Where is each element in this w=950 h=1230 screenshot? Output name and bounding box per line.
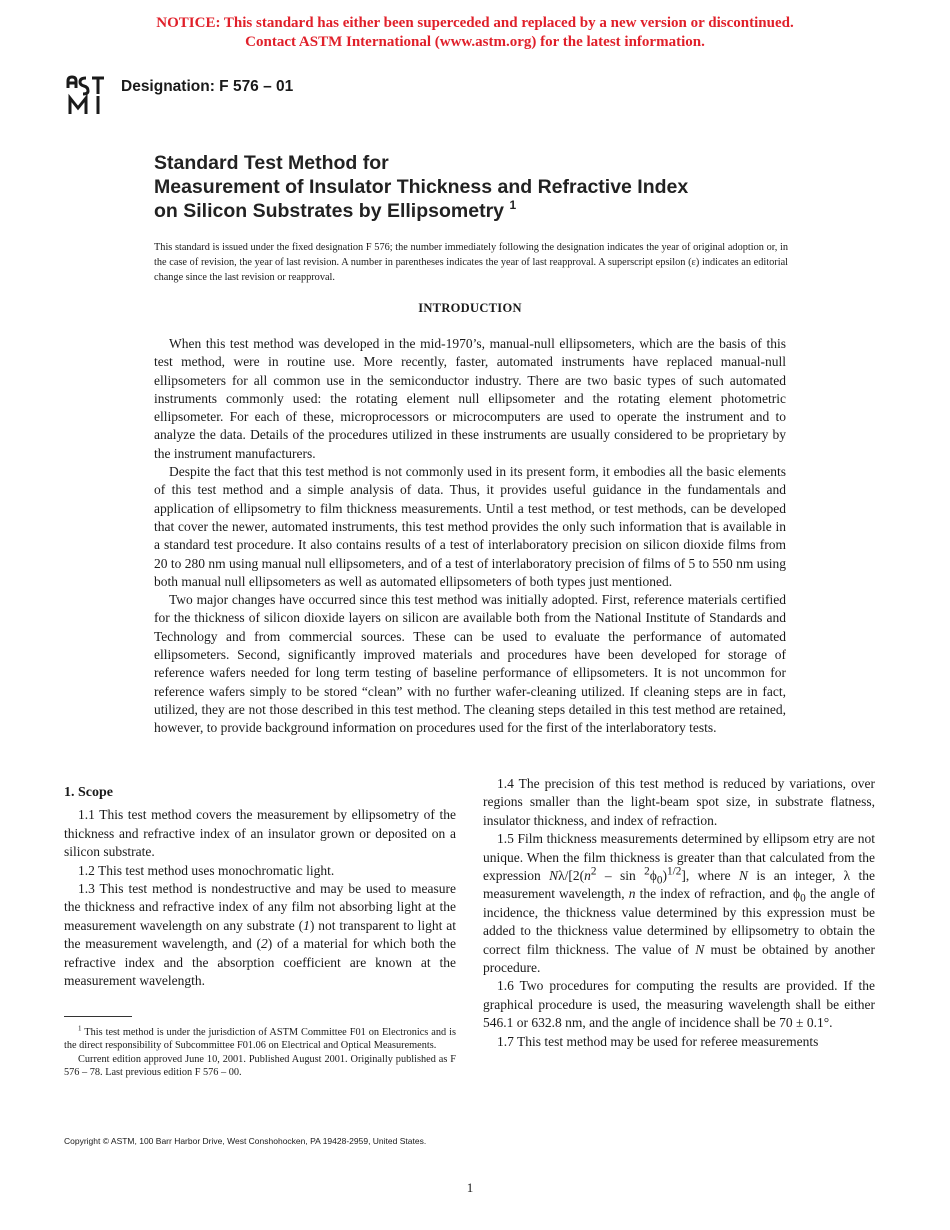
footnotes: [64, 1026, 456, 1080]
notice-line-2: Contact ASTM International (www.astm.org) for the latest information.: [245, 34, 705, 50]
section-1-7: 1.7 This test method may be used for referee measurements: [497, 1033, 819, 1049]
section-1-6: 1.6 Two procedures for computing the results are provided. If the graphical procedure is used, the measuring wavelength shall be either 546.1 or 632.8 nm, and the angle of incidence shall be 70 ± 0.1°.: [483, 978, 875, 1031]
introduction-body: [154, 335, 786, 738]
intro-paragraph: Two major changes have occurred since this test method was initially adopted. First, reference materials certified for the thickness of silicon dioxide layers on silicon are available both from the National Institute of Standards and Technology and from commercial sources. These can be used to evaluate the performance of automated ellipsometers. Second, significantly improved materials and procedures have been developed for storage of reference wafers needed for long term testing of baseline performance of ellipsometers. It is not uncommon for reference wafers simply to be stored “clean” with no further wafer-cleaning utilized. If cleaning steps are in fact, utilized, they are not those described in this test method. The cleaning steps detailed in this test method are retained, however, to provide background information on procedures used for the first of the interlaboratory tests.: [154, 592, 786, 736]
document-title: [154, 151, 688, 223]
title-footnote-mark: 1: [509, 198, 517, 212]
section-1-1: 1.1 This test method covers the measurement by ellipsometry of the thickness and refractive index of an insulator grown or deposited on a silicon substrate.: [64, 807, 456, 860]
section-1-5: 1.5 Film thickness measurements determined by ellipsom etry are not unique. When the film thickness is greater than that calculated from the expression $N\lambda/[2(n^2$ – $\sin ^2\phi_0)^{1/2}$], where N is an integer, λ the measurement wavelength, n the index of refraction, and $\phi_0$ the angle of incidence, the thickness value determined by this expression must be added to the thickness value determined by ellipsometry to obtain the correct film thickness. The value of N must be obtained by another procedure.: [483, 831, 876, 976]
astm-logo-icon: [64, 74, 108, 116]
title-line-2: Measurement of Insulator Thickness and Refractive Index: [154, 176, 689, 198]
designation: Designation: F 576 – 01: [121, 78, 294, 95]
issued-note: This standard is issued under the fixed designation F 576; the number immediately following the designation indicates the year of original adoption or, in the case of revision, the year of last revision. A number in parentheses indicates the year of last reapproval. A superscript epsilon (ε) indicates an editorial change since the last revision or reapproval.: [154, 242, 788, 283]
intro-paragraph: When this test method was developed in the mid-1970’s, manual-null ellipsometers, which are the basis of this test method, were in routine use. More recently, faster, automated instruments have replaced manual-null ellipsometers for all common use in the semiconductor industry. There are two basic types of such automated instruments commonly used: the rotating element null ellipsometer and the rotating element photometric ellipsometer. For each of these, microprocessors or microcomputers are used to operate the instrument and to analyze the data. Details of the procedures utilized in these instruments are usually considered to be proprietary by the instrument manufacturers.: [154, 336, 786, 461]
right-column: [483, 775, 875, 1051]
page-number: 1: [466, 1180, 474, 1195]
supersede-notice: [0, 14, 950, 52]
title-line-1: Standard Test Method for: [154, 152, 389, 174]
section-1-2: 1.2 This test method uses monochromatic light.: [78, 862, 335, 878]
scope-heading: 1. Scope: [64, 785, 113, 800]
intro-paragraph: Despite the fact that this test method is not commonly used in its present form, it embodies all the basic elements of this test method and a simple analysis of data. Thus, it provides useful guidance in the fundamentals and application of ellipsometry to film thickness measurements. Until a test method, or test methods, can be developed that cover the newer, automated instruments, this test method provides the only such information that is available in a standard test procedure. It also contains results of a test of interlaboratory precision on silicon dioxide films from 20 to 280 nm using manual null ellipsometers, and of a test of interlaboratory precision of films of 5 to 550 nm using both manual null ellipsometers as well as automated ellipsometers of both types just mentioned.: [154, 464, 786, 589]
footnote-divider: [64, 1016, 132, 1017]
notice-line-1: NOTICE: This standard has either been superceded and replaced by a new version or discontinued.: [156, 15, 794, 31]
introduction-heading: INTRODUCTION: [418, 301, 522, 315]
title-line-3: on Silicon Substrates by Ellipsometry $^1$: [154, 198, 517, 222]
section-1-3: 1.3 This test method is nondestructive and may be used to measure the thickness and refractive index of any film not absorbing light at the measurement wavelength on any substrate (1) not transparent to light at the measurement wavelength, and (2) of a material for which both the refractive index and the absorption coefficient are known at the measurement wavelength.: [64, 881, 457, 989]
left-column: [64, 784, 456, 990]
copyright: Copyright © ASTM, 100 Barr Harbor Drive, West Conshohocken, PA 19428-2959, United States.: [64, 1136, 427, 1146]
footnote-1: $^1$ This test method is under the jurisdiction of ASTM Committee F01 on Electronics and is the direct responsibility of Subcommittee F01.06 on Electrical and Optical Measurements.: [64, 1024, 456, 1052]
section-1-4: 1.4 The precision of this test method is reduced by variations, over regions smaller than the light-beam spot size, in substrate flatness, insulator thickness, and index of refraction.: [483, 776, 875, 828]
footnote-2: Current edition approved June 10, 2001. Published August 2001. Originally published as F 576 – 78. Last previous edition F 576 – 00.: [64, 1053, 456, 1079]
